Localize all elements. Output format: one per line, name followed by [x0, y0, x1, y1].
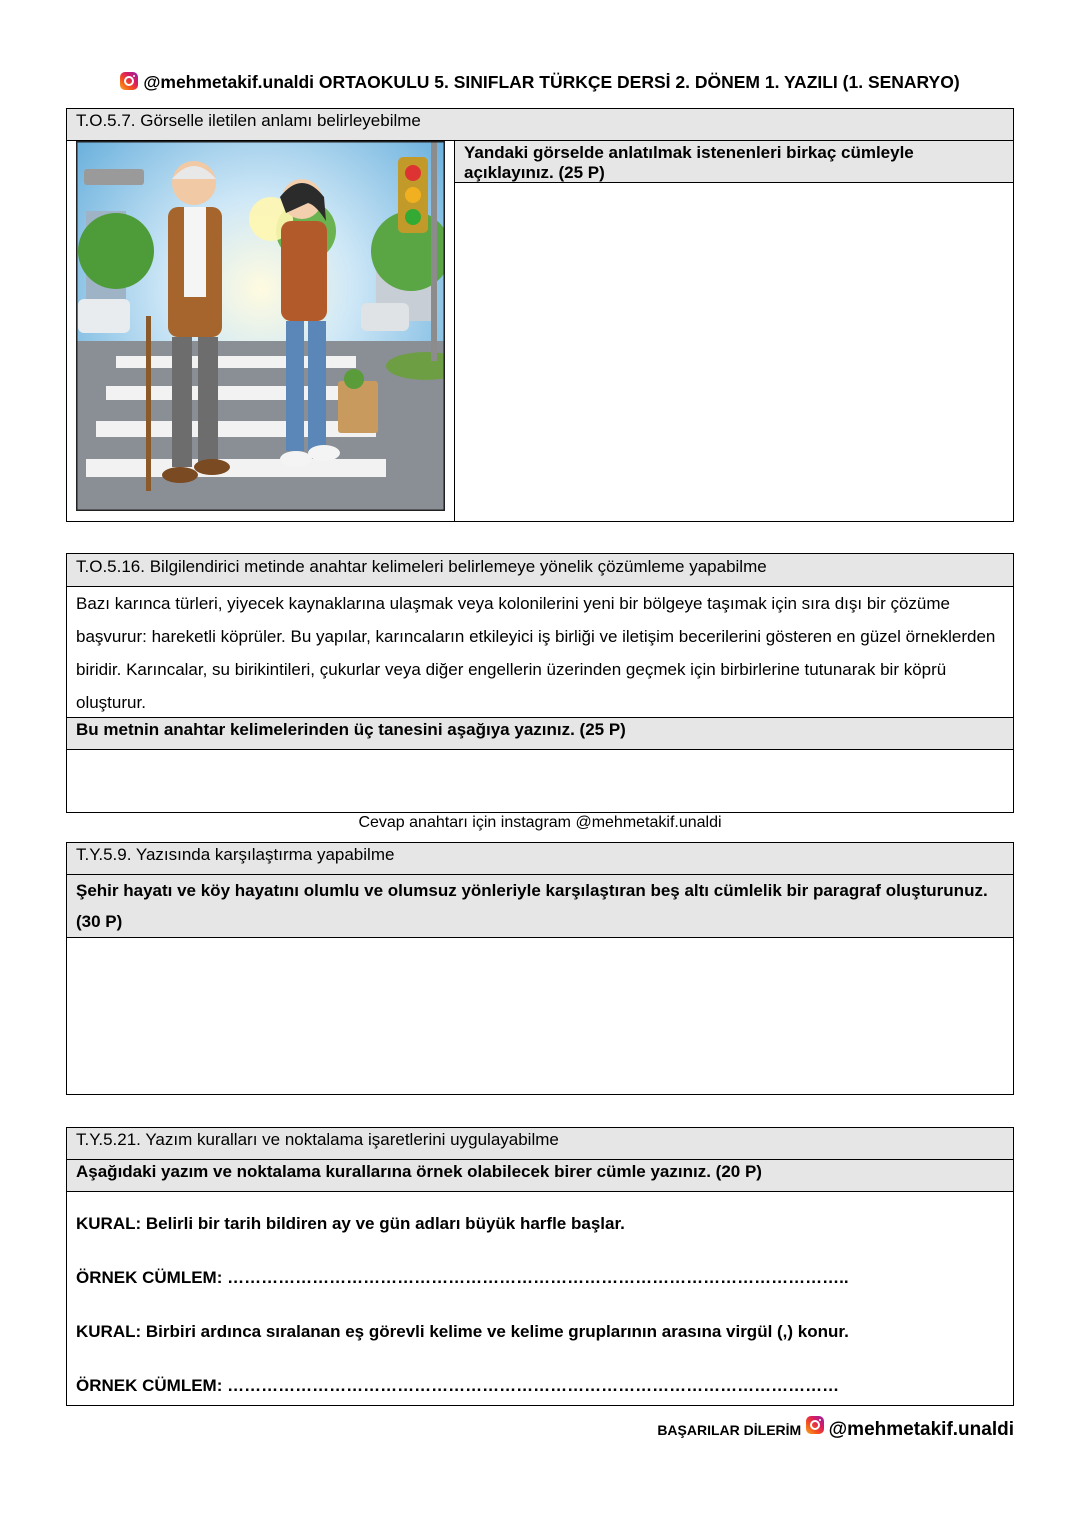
rule-1: KURAL: Belirli bir tarih bildiren ay ve gün adları büyük harfle başlar. — [76, 1214, 625, 1233]
example-line-2[interactable]: ÖRNEK CÜMLEM: ……………………………………………………………………………………………… — [76, 1376, 840, 1395]
q1-question: Yandaki görselde anlatılmak istenenleri birkaç cümleyle açıklayınız. (25 P) — [455, 141, 1013, 183]
q3-answer-area[interactable] — [67, 938, 1013, 1094]
q1-answer-area[interactable] — [455, 183, 1013, 519]
question-2 — [66, 553, 1014, 813]
q1-body — [67, 141, 1013, 521]
instagram-icon — [806, 1416, 824, 1434]
q4-rules — [67, 1214, 1013, 1396]
example-line-1[interactable]: ÖRNEK CÜMLEM: ……………………………………………………………………………………………….. — [76, 1268, 849, 1287]
q2-info-text: Bazı karınca türleri, yiyecek kaynaklarına ulaşmak veya kolonilerini yeni bir bölgeye taşımak için sıra dışı bir çözüme başvurur: hareketli köprüler. Bu yapılar, karıncaların etkileyici iş birliği ve iletişim becerilerini gösteren en güzel örneklerden biridir. Karıncalar, su birikintileri, çukurlar veya diğer engellerin üzerinden geçmek için birbirlerine tutunarak bir köprü oluşturur. — [67, 587, 1013, 718]
footer-handle: @mehmetakif.unaldi — [828, 1419, 1014, 1440]
answer-key-note: Cevap anahtarı için instagram @mehmetakif.unaldi — [358, 814, 722, 831]
q2-objective: T.O.5.16. Bilgilendirici metinde anahtar kelimeleri belirlemeye yönelik çözümleme yapabilme — [67, 554, 1013, 587]
q4-question: Aşağıdaki yazım ve noktalama kurallarına örnek olabilecek birer cümle yazınız. (20 P) — [67, 1160, 1013, 1192]
q2-question: Bu metnin anahtar kelimelerinden üç tanesini aşağıya yazınız. (25 P) — [67, 718, 1013, 750]
question-3 — [66, 842, 1014, 1095]
q2-answer-area[interactable] — [67, 750, 1013, 812]
illustration-crossing-street — [76, 141, 445, 511]
q4-objective: T.Y.5.21. Yazım kuralları ve noktalama işaretlerini uygulayabilme — [67, 1128, 1013, 1160]
question-1 — [66, 108, 1014, 522]
footer-wish: BAŞARILAR DİLERİM — [657, 1422, 802, 1438]
q1-objective: T.O.5.7. Görselle iletilen anlamı belirleyebilme — [67, 109, 1013, 141]
footer — [657, 1416, 1014, 1441]
question-4 — [66, 1127, 1014, 1406]
rule-2: KURAL: Birbiri ardınca sıralanan eş görevli kelime ve kelime gruplarının arasına virgül (,) konur. — [76, 1322, 849, 1341]
page-title: @mehmetakif.unaldi ORTAOKULU 5. SINIFLAR TÜRKÇE DERSİ 2. DÖNEM 1. YAZILI (1. SENARYO) — [0, 72, 1080, 93]
q1-question-cell — [455, 141, 1013, 521]
q1-image-cell — [67, 141, 455, 521]
q3-question: Şehir hayatı ve köy hayatını olumlu ve olumsuz yönleriyle karşılaştıran beş altı cümlelik bir paragraf oluşturunuz. (30 P) — [67, 875, 1013, 938]
q3-objective: T.Y.5.9. Yazısında karşılaştırma yapabilme — [67, 843, 1013, 875]
instagram-icon — [120, 72, 138, 90]
